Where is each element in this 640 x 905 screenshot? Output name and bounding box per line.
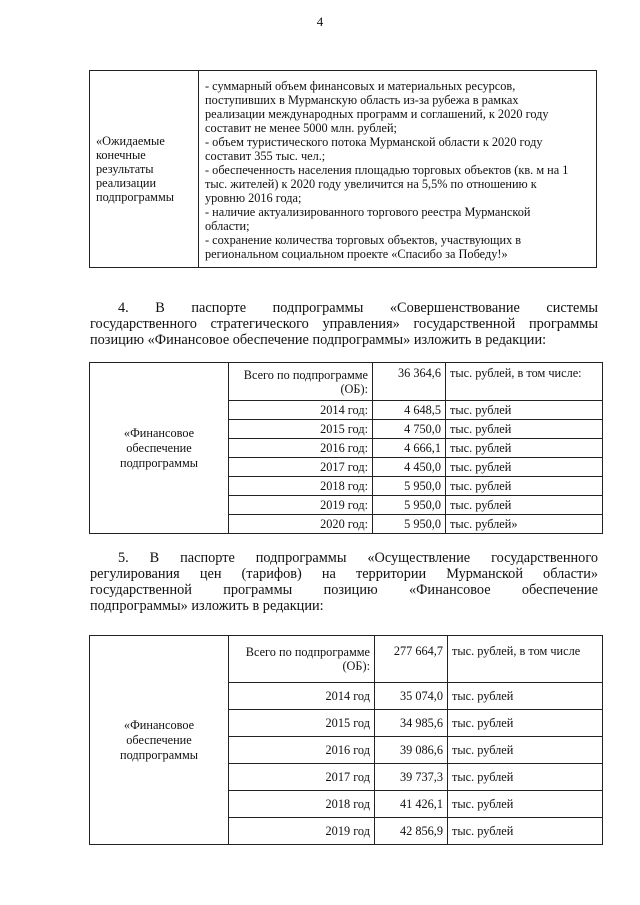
- value-cell: 39 086,6: [375, 737, 448, 764]
- financing-label: [90, 636, 229, 845]
- year-cell: 2018 год:: [229, 477, 373, 496]
- label-line: подпрограммы: [120, 455, 198, 470]
- year-cell: 2018 год: [229, 791, 375, 818]
- unit-cell: тыс. рублей»: [446, 515, 603, 534]
- year-cell: 2017 год: [229, 764, 375, 791]
- paragraph-line: подпрограммы» изложить в редакции:: [90, 598, 324, 614]
- content-line: - обеспеченность населения площадью торговых объектов (кв. м на 1: [205, 163, 569, 177]
- value-cell: 4 750,0: [373, 420, 446, 439]
- total-value: 277 664,7: [375, 636, 448, 683]
- content-line: региональном социальном проекте «Спасибо за Победу!»: [205, 247, 508, 261]
- label-line: подпрограммы: [120, 747, 198, 762]
- content-line: - сохранение количества торговых объектов, участвующих в: [205, 233, 522, 247]
- label-line: реализации: [96, 176, 157, 190]
- total-label-line: Всего по подпрограмме: [245, 645, 370, 659]
- value-cell: 4 666,1: [373, 439, 446, 458]
- unit-cell: тыс. рублей: [448, 791, 603, 818]
- paragraph-line: позицию «Финансовое обеспечение подпрограммы» изложить в редакции:: [90, 332, 547, 348]
- value-cell: 39 737,3: [375, 764, 448, 791]
- unit-cell: тыс. рублей: [446, 439, 603, 458]
- content-line: составит 355 тыс. чел.;: [205, 149, 326, 163]
- content-line: поступивших в Мурманскую область из-за рубежа в рамках: [205, 93, 519, 107]
- unit-cell: тыс. рублей: [446, 496, 603, 515]
- total-label: [229, 363, 373, 401]
- label-line: «Финансовое: [123, 425, 195, 440]
- expected-results-content: [199, 71, 597, 268]
- label-line: подпрограммы: [96, 190, 174, 204]
- paragraph-line: 4. В паспорте подпрограммы «Совершенствование системы: [118, 300, 598, 316]
- content-line: - наличие актуализированного торгового реестра Мурманской: [205, 205, 531, 219]
- unit-cell: тыс. рублей: [446, 477, 603, 496]
- financing-label: [90, 363, 229, 534]
- year-cell: 2019 год:: [229, 496, 373, 515]
- label-line: «Финансовое: [123, 717, 195, 732]
- unit-cell: тыс. рублей: [448, 764, 603, 791]
- label-line: конечные: [96, 148, 146, 162]
- unit-cell: тыс. рублей: [446, 401, 603, 420]
- value-cell: 4 648,5: [373, 401, 446, 420]
- content-line: тыс. жителей) к 2020 году увеличится на 5,5% по отношению к: [205, 177, 537, 191]
- year-cell: 2014 год: [229, 683, 375, 710]
- label-line: обеспечение: [126, 732, 192, 747]
- value-cell: 5 950,0: [373, 477, 446, 496]
- content-line: - суммарный объем финансовых и материальных ресурсов,: [205, 79, 516, 93]
- value-cell: 5 950,0: [373, 496, 446, 515]
- value-cell: 5 950,0: [373, 515, 446, 534]
- paragraph-5: [90, 550, 598, 614]
- label-line: результаты: [96, 162, 154, 176]
- year-cell: 2017 год:: [229, 458, 373, 477]
- label-line: «Ожидаемые: [96, 134, 165, 148]
- year-cell: 2015 год: [229, 710, 375, 737]
- year-cell: 2014 год:: [229, 401, 373, 420]
- total-label-line: (ОБ):: [342, 659, 370, 673]
- paragraph-line: регулирования цен (тарифов) на территории Мурманской области»: [90, 566, 598, 582]
- content-line: уровню 2016 года;: [205, 191, 302, 205]
- value-cell: 41 426,1: [375, 791, 448, 818]
- value-cell: 4 450,0: [373, 458, 446, 477]
- total-unit: тыс. рублей, в том числе:: [446, 363, 603, 401]
- unit-cell: тыс. рублей: [446, 420, 603, 439]
- total-label-line: Всего по подпрограмме: [243, 367, 368, 382]
- content-line: реализации международных программ и соглашений, к 2020 году: [205, 107, 549, 121]
- paragraph-4: [90, 300, 598, 348]
- paragraph-line: государственной программы позицию «Финансовое обеспечение: [90, 582, 598, 598]
- unit-cell: тыс. рублей: [448, 818, 603, 845]
- paragraph-line: 5. В паспорте подпрограммы «Осуществление государственного: [118, 550, 598, 566]
- expected-results-label: [90, 71, 199, 268]
- page-number: 4: [316, 14, 324, 29]
- unit-cell: тыс. рублей: [448, 710, 603, 737]
- content-line: области;: [205, 219, 250, 233]
- value-cell: 42 856,9: [375, 818, 448, 845]
- year-cell: 2020 год:: [229, 515, 373, 534]
- content-line: - объем туристического потока Мурманской области к 2020 году: [205, 135, 543, 149]
- unit-cell: тыс. рублей: [448, 737, 603, 764]
- year-cell: 2019 год: [229, 818, 375, 845]
- paragraph-line: государственного стратегического управления» государственной программы: [90, 316, 598, 332]
- year-cell: 2015 год:: [229, 420, 373, 439]
- year-cell: 2016 год:: [229, 439, 373, 458]
- year-cell: 2016 год: [229, 737, 375, 764]
- unit-cell: тыс. рублей: [448, 683, 603, 710]
- value-cell: 34 985,6: [375, 710, 448, 737]
- label-line: обеспечение: [126, 440, 192, 455]
- expected-results-table: [89, 70, 597, 268]
- total-label: [229, 636, 375, 683]
- financing-table-1: [89, 362, 603, 534]
- content-line: составит не менее 5000 млн. рублей;: [205, 121, 397, 135]
- value-cell: 35 074,0: [375, 683, 448, 710]
- unit-cell: тыс. рублей: [446, 458, 603, 477]
- total-unit: тыс. рублей, в том числе: [448, 636, 603, 683]
- total-value: 36 364,6: [373, 363, 446, 401]
- total-label-line: (ОБ):: [340, 381, 368, 396]
- financing-table-2: [89, 635, 603, 845]
